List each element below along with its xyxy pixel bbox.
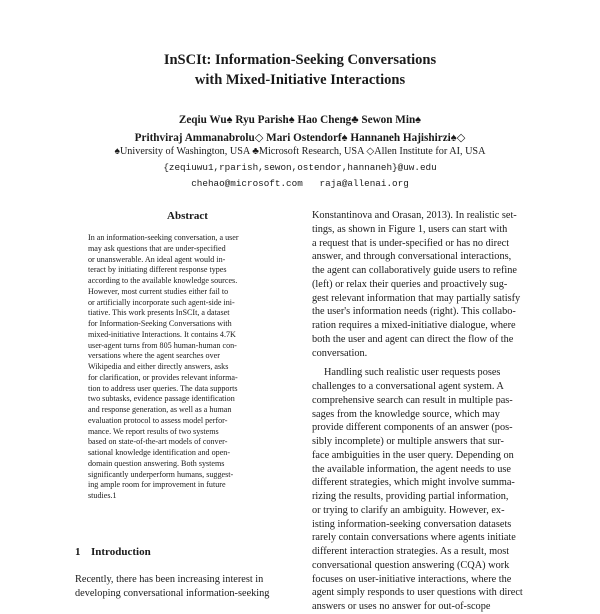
abstract-line: teract by initiating different response types <box>88 265 227 275</box>
email-line-1: {zeqiuwu1,rparish,sewon,ostendor,hannaneh}@uw.edu <box>163 162 437 173</box>
abstract-line: However, most current studies either fail to <box>88 286 229 296</box>
abstract-heading: Abstract <box>167 210 208 222</box>
abstract-line: mance. We report results of two systems <box>88 426 219 436</box>
body-line: Handling such realistic user requests poses <box>324 367 501 379</box>
body-line: the agent can collaboratively guide users to refine <box>312 265 517 276</box>
authors-line-1: Zeqiu Wu♠ Ryu Parish♠ Hao Cheng♣ Sewon Min♠ <box>178 114 422 126</box>
body-line: answers or uses no answer for out-of-scope <box>312 601 491 612</box>
abstract-line: evaluation protocol to assess model perfor- <box>88 415 228 425</box>
right-paragraph-1 <box>312 209 537 360</box>
title-line-1: InSCIt: Information-Seeking Conversations <box>163 52 437 68</box>
abstract-line: mixed-initiative Interactions. It contains 4.7K <box>88 329 236 339</box>
body-line: conversation. <box>312 347 368 359</box>
author-list <box>0 111 600 147</box>
right-column <box>312 209 537 614</box>
email-line-2: chehao@microsoft.com raja@allenai.org <box>191 177 409 189</box>
title-line-2: with Mixed-Initiative Interactions <box>194 72 406 88</box>
abstract-line: domain question answering. Both systems <box>88 458 225 468</box>
abstract-line: or artificially incorporate such agent-side ini- <box>88 297 235 307</box>
abstract-line: and response generation, as well as a human <box>88 405 232 414</box>
body-line: tings, as shown in Figure 1, users can start with <box>312 223 508 235</box>
abstract-line: In an information-seeking conversation, a user <box>88 233 239 242</box>
body-line: challenges to a conversational agent system. A <box>312 381 504 392</box>
body-line: gest relevant information that may partially satisfy <box>312 292 521 304</box>
body-line: answer, and through conversational interactions, <box>312 251 512 263</box>
abstract-line: user-agent turns from 805 human-human con- <box>88 340 237 350</box>
abstract-line: versations where the agent searches over <box>88 351 220 361</box>
section-heading-introduction <box>75 545 151 559</box>
body-line: rizing the results, providing partial information, <box>312 491 509 502</box>
abstract-line: significantly underperform humans, suggest- <box>88 469 234 479</box>
body-line: sages from the knowledge source, which may <box>312 408 500 420</box>
abstract-line: for clarification, or provides relevant informa- <box>88 372 238 382</box>
abstract-line: based on state-of-the-art models of conver- <box>88 437 228 447</box>
abstract-line: sational knowledge identification and open- <box>88 448 231 457</box>
body-line: face ambiguities in the user query. Depending on <box>312 449 514 461</box>
introduction-body <box>75 573 300 601</box>
affiliations <box>0 145 600 159</box>
abstract-line: may ask questions that are under-specified <box>88 243 226 253</box>
body-line: rarely contain conversations where agents initiate <box>312 532 516 544</box>
abstract-line: for Information-Seeking Conversations with <box>88 319 232 328</box>
body-line: provide different components of an answer (pos- <box>312 422 513 434</box>
paper-title <box>0 50 600 90</box>
abstract-line: or unanswerable. An ideal agent would in- <box>88 254 226 264</box>
body-line: the user's information needs (right). This collabo- <box>312 306 516 318</box>
body-line: the available information, the agent needs to use <box>312 463 512 475</box>
abstract-line: according to the available knowledge sources. <box>88 276 238 285</box>
abstract-line: Wikipedia and either directly answers, asks <box>88 362 229 371</box>
body-line: focuses on user-initiative interactions, where the <box>312 573 512 585</box>
body-line: comprehensive search can result in multiple pas- <box>312 394 513 406</box>
abstract-body <box>88 233 287 502</box>
body-line: (left) or relax their queries and proactively sug- <box>312 278 508 290</box>
body-line: different interaction strategies. As a result, most <box>312 546 510 557</box>
body-line: sibly incomplete) or multiple answers that sur- <box>312 436 504 447</box>
body-line: a request that is under-specified or has no direct <box>312 237 510 249</box>
body-line: conversational question answering (CQA) work <box>312 559 510 571</box>
body-line: agent simply responds to user questions with direct <box>312 587 523 599</box>
authors-line-2: Prithviraj Ammanabrolu◇ Mari Ostendorf♠ Hannaneh Hajishirzi♠◇ <box>134 132 466 144</box>
affiliation-line: ♠University of Washington, USA ♣Microsoft Research, USA ◇Allen Institute for AI, USA <box>114 146 486 157</box>
intro-line: developing conversational information-seeking <box>75 588 270 599</box>
right-paragraph-2 <box>312 366 537 614</box>
abstract-line: two subtasks, evidence passage identification <box>88 394 235 404</box>
body-line: both the user and agent can direct the flow of the <box>312 333 514 345</box>
body-line: different strategies, which might involve summa- <box>312 477 515 489</box>
body-line: Konstantinova and Orasan, 2013). In realistic set- <box>312 210 517 221</box>
section-title: Introduction <box>91 546 151 558</box>
body-line: isting information-seeking conversation datasets <box>312 518 512 530</box>
intro-line: Recently, there has been increasing interest in <box>75 574 264 585</box>
emails <box>0 160 600 191</box>
abstract-line: tion to address user queries. The data supports <box>88 383 238 393</box>
abstract-line: studies.1 <box>88 491 117 500</box>
section-number: 1 <box>75 546 81 558</box>
body-line: or trying to clarify an ambiguity. However, ex- <box>312 504 505 516</box>
abstract-line: tiative. This work presents InSCIt, a dataset <box>88 308 230 318</box>
abstract-line: ing ample room for improvement in future <box>88 480 226 490</box>
body-line: ration requires a mixed-initiative dialogue, where <box>312 320 516 331</box>
